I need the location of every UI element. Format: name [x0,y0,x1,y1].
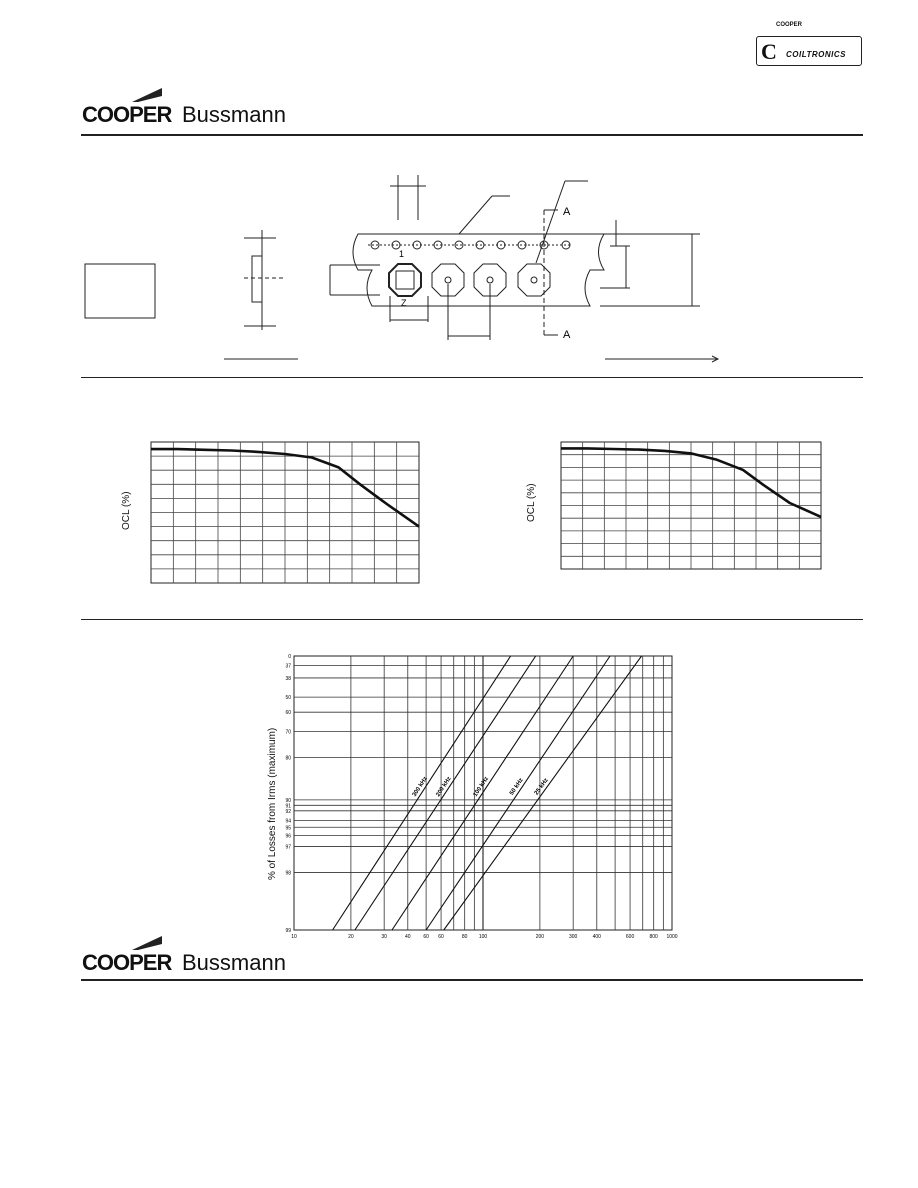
coiltronics-logo-top: COOPER [776,22,803,28]
ocl-right-ylabel: OCL (%) [526,483,537,522]
pin-1-label: 1 [399,249,405,259]
series-label: 25 kHz [533,777,550,797]
y-tick-label: 37 [285,663,291,670]
y-tick-label: 80 [285,755,291,762]
x-tick-label: 400 [592,934,601,940]
x-tick-label: 40 [405,934,411,940]
series-label: 300 kHz [411,775,429,799]
x-tick-label: 1000 [666,934,678,940]
y-tick-label: 96 [285,833,291,840]
footer-logo-bussmann: Bussmann [182,950,286,975]
y-tick-label: 70 [285,729,291,736]
y-tick-label: 0 [288,654,291,660]
coiltronics-c-icon: C [761,39,777,64]
series-label: 200 kHz [435,775,453,798]
ocl-chart-right [560,441,822,570]
section-rule-2 [81,619,863,620]
y-tick-label: 99 [285,928,291,934]
y-tick-label: 98 [285,870,291,877]
y-tick-label: 38 [285,675,291,682]
ocl-chart-left [150,441,420,584]
section-a-bottom-label: A [563,329,571,341]
packaging-diagram [0,160,918,375]
section-a-top-label: A [563,206,571,218]
y-tick-label: 97 [285,844,291,851]
y-tick-label: 50 [285,695,291,702]
y-tick-label: 94 [285,818,291,825]
x-tick-label: 600 [625,934,635,940]
x-tick-label: 100 [478,934,488,940]
x-tick-label: 30 [381,934,387,940]
header-rule [81,134,863,136]
series-label: 50 kHz [509,777,525,797]
x-tick-label: 200 [535,934,545,940]
y-tick-label: 91 [285,803,291,810]
y-tick-label: 95 [285,825,291,832]
x-tick-label: 300 [569,934,578,940]
x-tick-label: 60 [423,934,429,940]
y-tick-label: 90 [285,797,291,804]
y-tick-label: 60 [285,710,291,717]
bussmann-swoosh-icon [132,86,162,102]
section-rule-1 [81,377,863,378]
series-label: 100 kHz [472,775,491,798]
loss-chart [280,652,680,944]
z-label: Z [401,298,407,308]
loss-ylabel: % of Losses from Irms (maximum) [267,727,278,880]
coiltronics-logo [756,20,862,66]
footer-logo [82,934,302,974]
header-logo [82,86,302,126]
ocl-left-ylabel: OCL (%) [121,491,132,530]
header-logo-bussmann: Bussmann [182,102,286,127]
header-logo-cooper: COOPER [82,102,172,127]
x-tick-label: 80 [461,934,468,940]
bussmann-swoosh-icon [132,934,162,950]
coiltronics-logo-text: COILTRONICS [786,50,847,59]
footer-rule [81,979,863,981]
x-tick-label: 800 [649,934,658,940]
footprint-box [85,264,155,318]
x-tick-label: 20 [348,934,354,940]
y-tick-label: 92 [285,808,291,815]
x-tick-label: 60 [438,934,444,940]
x-tick-label: 10 [291,934,297,940]
footer-logo-cooper: COOPER [82,950,172,975]
